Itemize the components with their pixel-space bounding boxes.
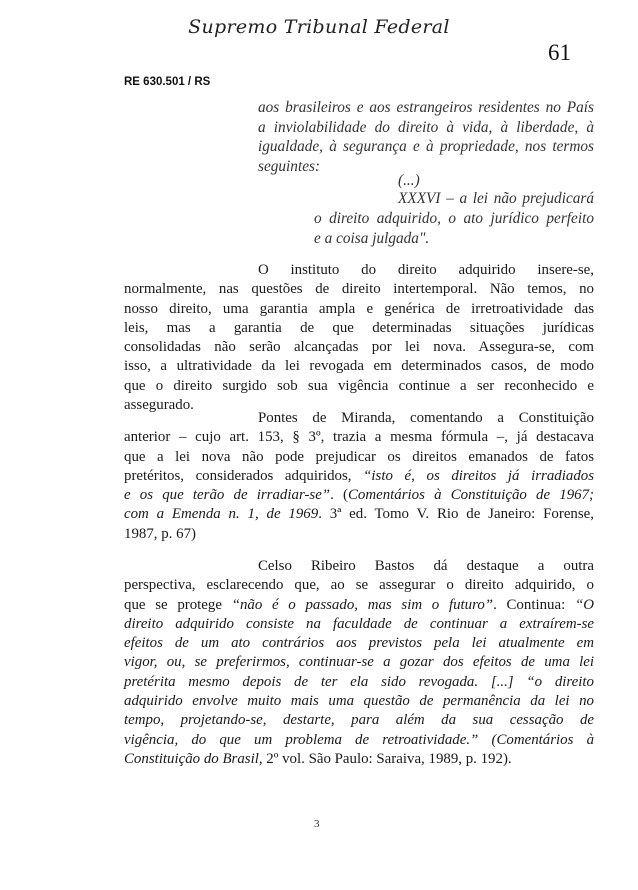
paragraph-line-italic: pretérita mesmo depois de ter ela sido revogada. [...] “o direito	[124, 673, 594, 690]
text-run: que se protege	[124, 596, 232, 613]
inciso-heading: XXXVI – a lei não prejudicará	[398, 190, 594, 207]
paragraph-line	[124, 750, 594, 769]
text-run: . (	[330, 487, 348, 504]
citation-italic: vigência, do que um problema de retroatividade.” (	[124, 731, 497, 748]
paragraph-line: 1987, p. 67)	[124, 525, 196, 542]
text-run: , 2º vol. São Paulo: Saraiva, 1989, p. 192).	[258, 750, 512, 767]
book-title: com a Emenda n. 1, de 1969	[124, 506, 319, 523]
page-number: 61	[548, 40, 571, 65]
paragraph-celso-ribeiro-bastos	[124, 557, 594, 769]
book-title: Comentários à	[496, 731, 595, 748]
paragraph-line	[124, 505, 594, 524]
book-title: Comentários à Constituição de 1967;	[347, 487, 595, 504]
citation-italic: “O	[574, 596, 594, 613]
quote-line: seguintes:	[258, 157, 321, 175]
paragraph-line: que a lei nova não pode prejudicar os direitos emanados de fatos	[124, 448, 594, 465]
quote-line: aos brasileiros e aos estrangeiros residentes no País	[258, 99, 594, 116]
paragraph-line-italic: tempo, projetando-se, destarte, para além da sua cessação de	[124, 712, 594, 729]
text-run: . 3ª ed. Tomo V. Rio de Janeiro: Forense,	[318, 506, 595, 523]
paragraph-line-italic: direito adquirido consiste na faculdade de continuar a extraírem-se	[124, 615, 594, 632]
citation-italic: e os que terão de irradiar-se”	[124, 487, 331, 504]
constitutional-quote	[258, 98, 594, 176]
quote-ellipsis: (...)	[398, 172, 420, 189]
book-title: Constituição do Brasil	[124, 750, 259, 767]
footer-page-index: 3	[314, 818, 320, 830]
case-reference: RE 630.501 / RS	[124, 76, 211, 88]
citation-italic: “isto é, os direitos já irradiados	[363, 467, 595, 484]
paragraph-line: perspectiva, esclarecendo que, ao se assegurar o direito adquirido, o	[124, 577, 594, 594]
inciso-line: e a coisa julgada".	[314, 229, 430, 247]
paragraph-line: O instituto do direito adquirido insere-se,	[258, 262, 594, 278]
paragraph-direito-adquirido	[124, 261, 594, 415]
paragraph-line: assegurado.	[124, 397, 194, 414]
paragraph-pontes-de-miranda	[124, 409, 594, 544]
paragraph-line	[124, 486, 594, 505]
paragraph-line: Celso Ribeiro Bastos dá destaque a outra	[258, 558, 594, 574]
inciso-continuation	[314, 209, 594, 248]
paragraph-line-italic: efeitos de um ato contrários aos previstos pela lei atualmente em	[124, 635, 594, 652]
paragraph-line: que o direito surgido sob sua vigência continue a ser reconhecido e	[124, 377, 594, 394]
citation-italic: “não é o passado, mas sim o futuro”	[231, 596, 494, 613]
paragraph-line	[124, 467, 594, 486]
text-run: pretéritos, considerados adquiridos,	[124, 467, 364, 484]
inciso-line: o direito adquirido, o ato jurídico perfeito	[314, 210, 594, 227]
paragraph-line	[124, 731, 594, 750]
paragraph-line: Pontes de Miranda, comentando a Constituição	[258, 410, 594, 426]
paragraph-line: consolidadas não serão alcançadas por lei nova. Assegura-se, com	[124, 339, 594, 356]
quote-line: igualdade, à segurança e à propriedade, nos termos	[258, 138, 594, 156]
paragraph-line: isso, a ultratividade da lei revogada em determinados casos, de modo	[124, 358, 594, 375]
paragraph-line: leis, mas a garantia de que determinadas situações jurídicas	[124, 319, 594, 336]
court-header: Supremo Tribunal Federal	[188, 16, 450, 38]
paragraph-line: nosso direito, uma garantia ampla e genérica de irretroatividade das	[124, 300, 594, 317]
paragraph-line-italic: adquirido envolve muito mais uma questão de permanência da lei no	[124, 693, 594, 710]
paragraph-line: normalmente, nas questões de direito intertemporal. Não temos, no	[124, 281, 594, 298]
paragraph-line: anterior – cujo art. 153, § 3º, trazia a mesma fórmula –, já destacava	[124, 429, 594, 446]
text-run: . Continua:	[493, 596, 575, 613]
quote-line: a inviolabilidade do direito à vida, à liberdade, à	[258, 118, 594, 136]
paragraph-line	[124, 596, 594, 615]
paragraph-line-italic: vigor, ou, se preferirmos, continuar-se a gozar dos efeitos de uma lei	[124, 654, 594, 671]
